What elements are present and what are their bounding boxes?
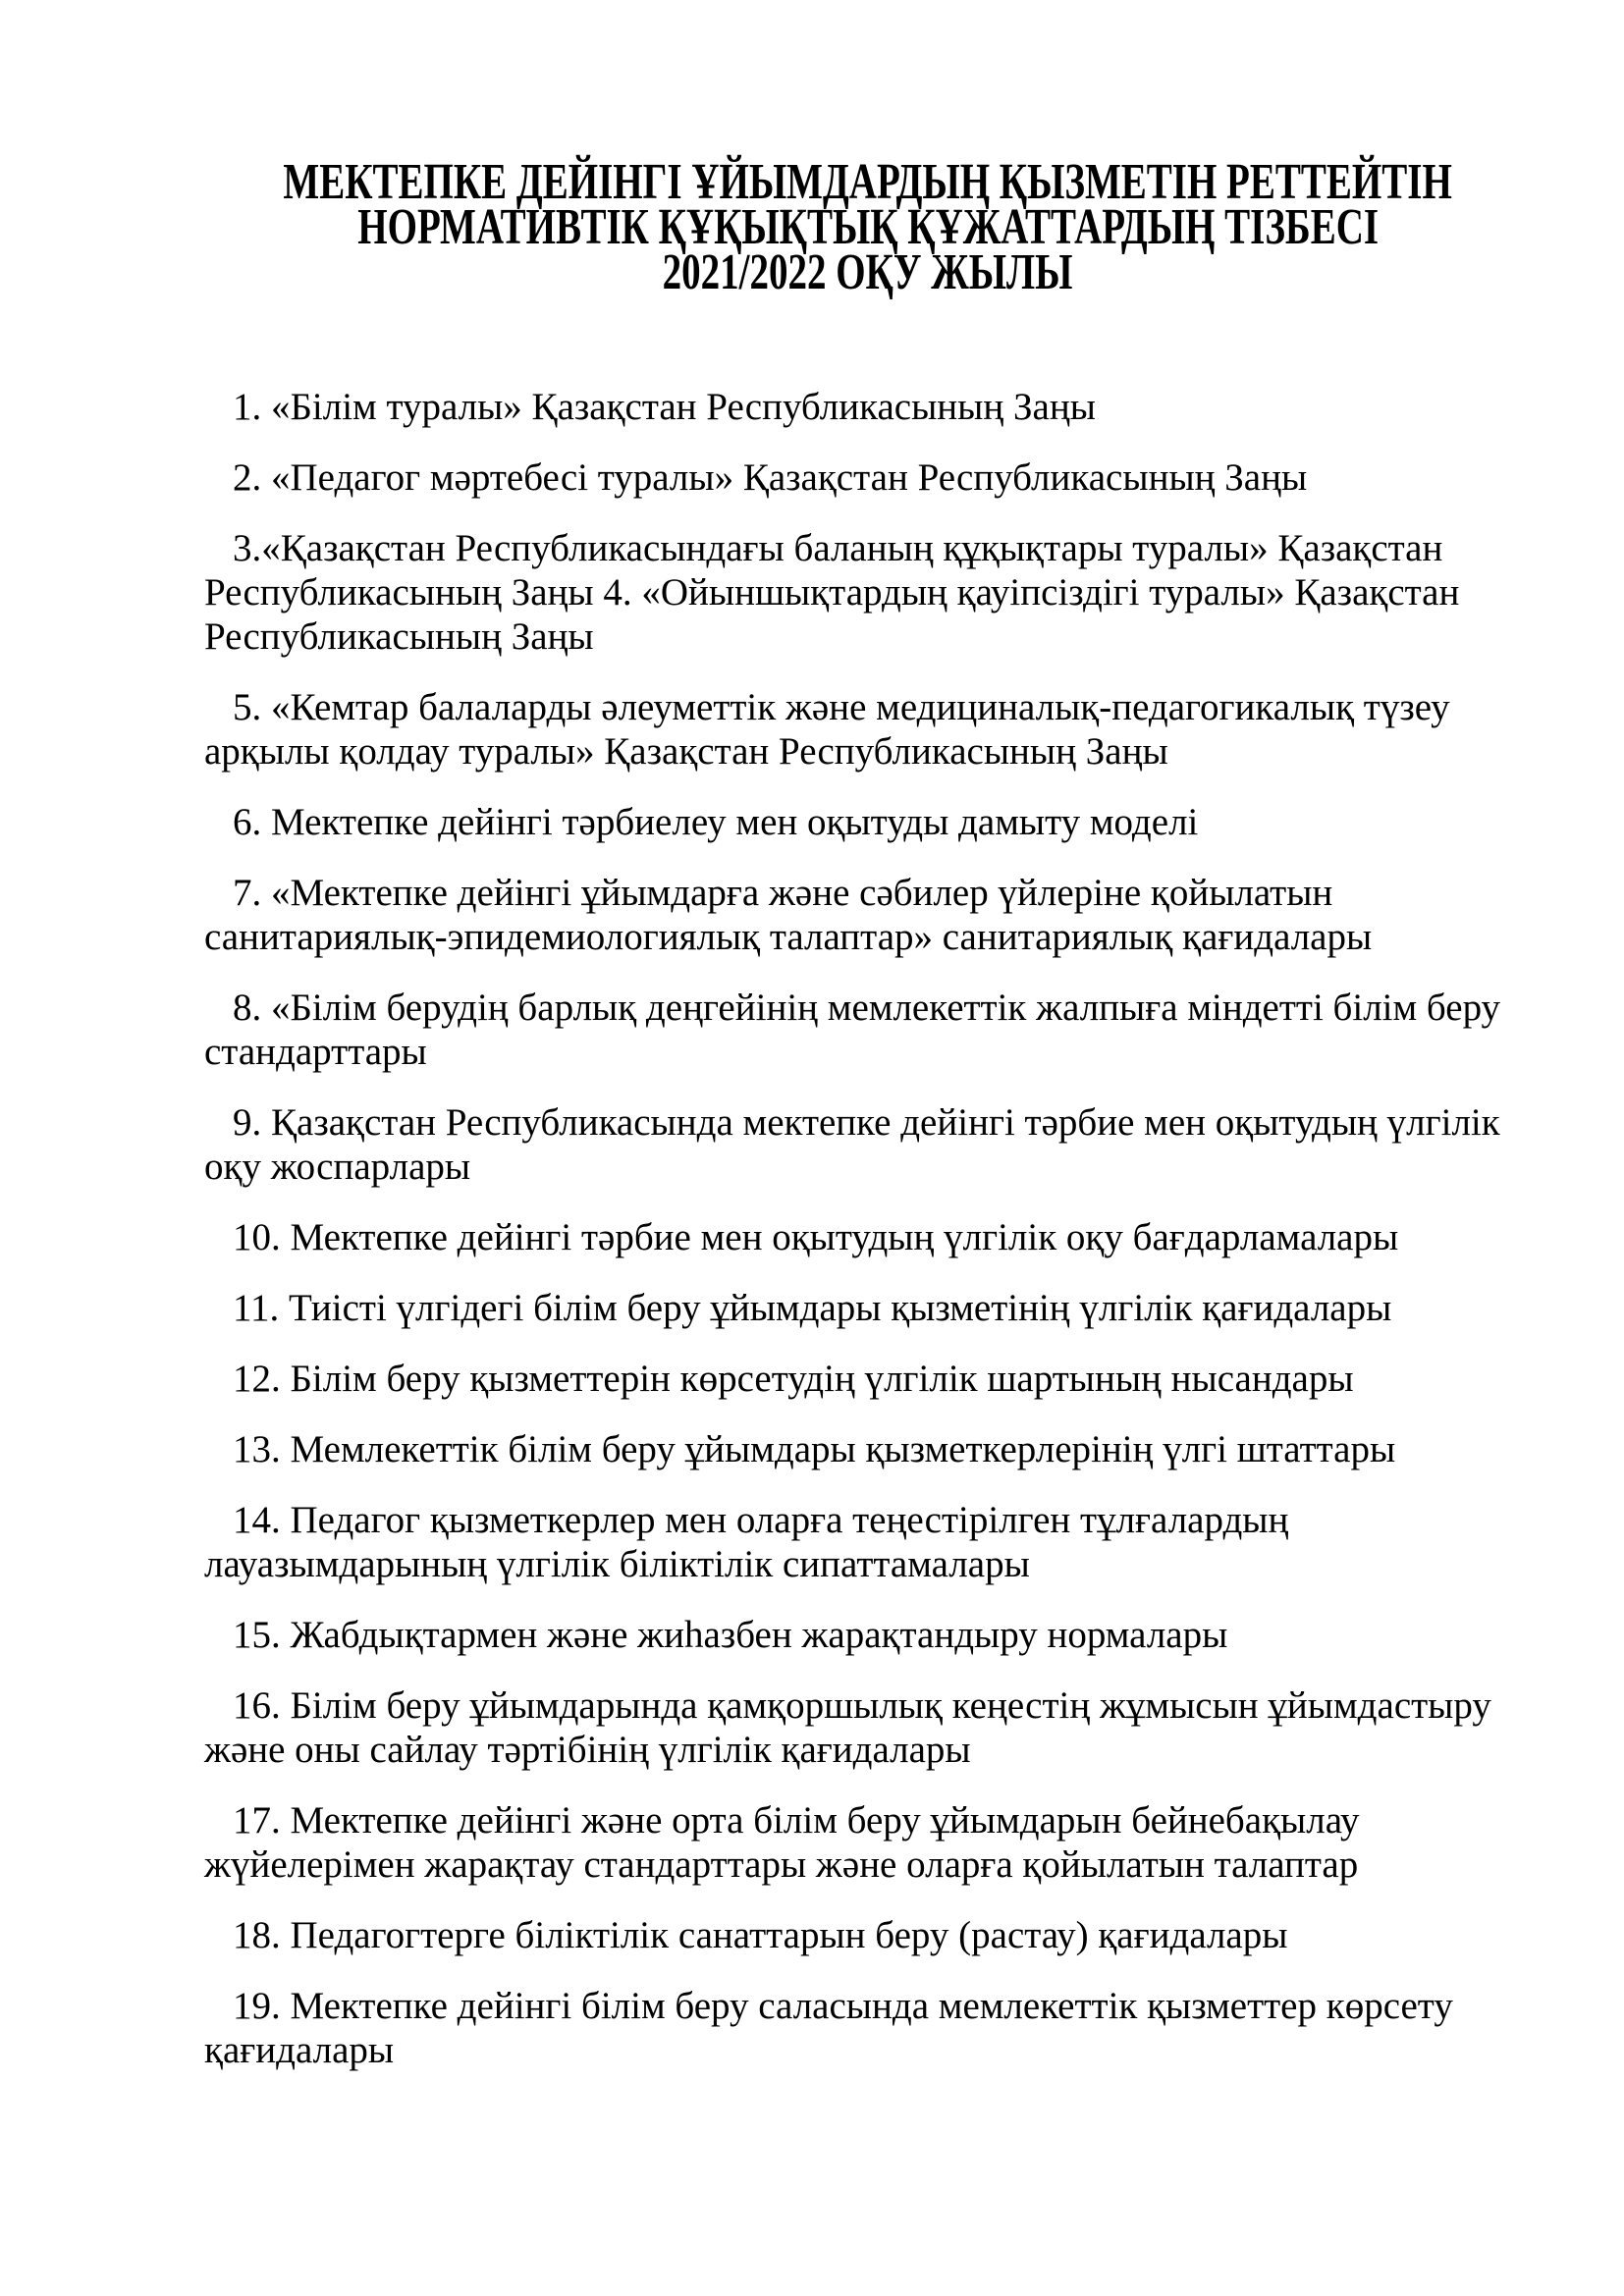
title-line-1: МЕКТЕПКЕ ДЕЙІНГІ ҰЙЫМДАРДЫҢ ҚЫЗМЕТІН РЕТТЕЙТІН: [283, 154, 1453, 210]
list-item: 11. Тиісті үлгідегі білім беру ұйымдары қызметінің үлгілік қағидалары: [233, 1287, 1392, 1329]
list-item: 17. Мектепке дейінгі және орта білім беру ұйымдарын бейнебақылау жүйелерімен жарақтау стандарттары және оларға қойылатын талаптар: [204, 1799, 1360, 1886]
list-item: 6. Мектепке дейінгі тәрбиелеу мен оқытуды дамыту моделі: [233, 801, 1199, 843]
list-item: 12. Білім беру қызметтерін көрсетудің үлгілік шартының нысандары: [233, 1358, 1354, 1400]
list-item: 15. Жабдықтармен және жиһазбен жарақтандыру нормалары: [233, 1614, 1228, 1656]
document-body: [204, 385, 1532, 2072]
list-item: 2. «Педагог мәртебесі туралы» Қазақстан Республикасының Заңы: [233, 456, 1308, 499]
list-item: 10. Мектепке дейінгі тәрбие мен оқытудың үлгілік оқу бағдарламалары: [233, 1216, 1399, 1258]
list-item: 1. «Білім туралы» Қазақстан Республикасының Заңы: [233, 386, 1096, 428]
list-item: 14. Педагог қызметкерлер мен оларға теңестірілген тұлғалардың лауазымдарының үлгілік біліктілік сипаттамалары: [204, 1499, 1289, 1585]
list-item: 18. Педагогтерге біліктілік санаттарын беру (растау) қағидалары: [233, 1914, 1288, 1956]
list-item: 19. Мектепке дейінгі білім беру саласында мемлекеттік қызметтер көрсету қағидалары: [204, 1985, 1453, 2071]
list-item: 3.«Қазақстан Республикасындағы баланың құқықтары туралы» Қазақстан Республикасының Заңы 4. «Ойыншықтардың қауіпсіздігі туралы» Қазақстан Республикасының Заңы: [204, 527, 1460, 658]
title-row: [204, 244, 1532, 300]
title-line-3: 2021/2022 ОҚУ ЖЫЛЫ: [663, 244, 1073, 300]
document-title: [204, 154, 1532, 300]
list-item: 8. «Білім берудің барлық деңгейінің мемлекеттік жалпыға міндетті білім беру стандарттары: [204, 987, 1501, 1073]
list-item: 16. Білім беру ұйымдарында қамқоршылық кеңестің жұмысын ұйымдастыру және оны сайлау тәртібінің үлгілік қағидалары: [204, 1684, 1491, 1771]
title-line-2: НОРМАТИВТІК ҚҰҚЫҚТЫҚ ҚҰЖАТТАРДЫҢ ТІЗБЕСІ: [357, 199, 1379, 255]
list-item: 7. «Мектепке дейінгі ұйымдарға және сәбилер үйлеріне қойылатын санитариялық-эпидемиологиялық талаптар» санитариялық қағидалары: [204, 872, 1373, 958]
list-item: 13. Мемлекеттік білім беру ұйымдары қызметкерлерінің үлгі штаттары: [233, 1428, 1396, 1470]
list-item: 5. «Кемтар балаларды әлеуметтік және медициналық-педагогикалық түзеу арқылы қолдау туралы» Қазақстан Республикасының Заңы: [204, 686, 1450, 773]
list-item: 9. Қазақстан Республикасында мектепке дейінгі тәрбие мен оқытудың үлгілік оқу жоспарлары: [204, 1101, 1500, 1188]
